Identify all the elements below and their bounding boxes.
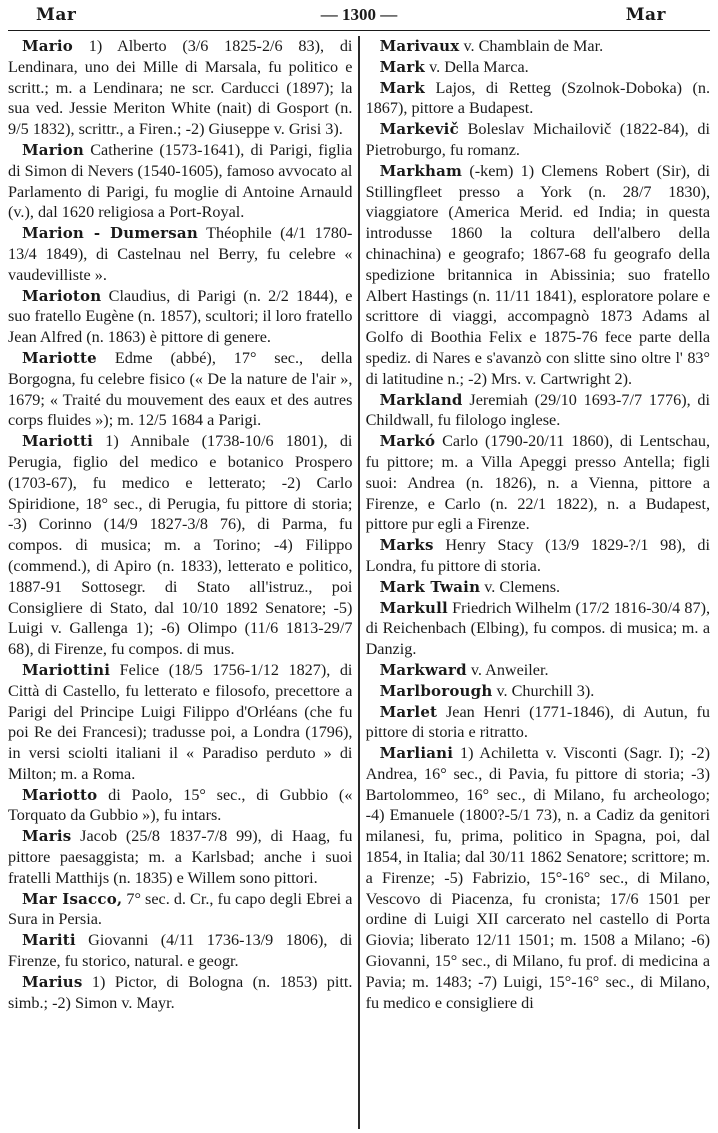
entry-headword: Marliani [379,744,454,763]
entry-text: 1) Pictor, di Bologna (n. 1853) pitt. simb.; -2) Simon v. Mayr. [8,972,353,1012]
entry-headword: Mar Isacco, [22,889,123,908]
entry-headword: Mark Twain [379,577,481,596]
entry-text: v. Churchill 3). [492,681,595,700]
entry-headword: Marlborough [379,681,493,700]
text-columns [8,36,710,1129]
entry-text: v. Della Marca. [425,57,529,76]
entry-text: Jeremiah (29/10 1693-7/7 1776), di Childwall, fu filologo inglese. [365,390,711,430]
entry-text: 1) Alberto (3/6 1825-2/6 83), di Lendinara, uno dei Mille di Marsala, fu politico e scritt.; m. a Lendinara; ne scr. Carducci (1897); la sua ved. Jessie Meriton White (nait) di Gosport (n. 9/5 1832), scrittr., a Firen.; -2) Giuseppe v. Grisi 3). [8,37,353,139]
dictionary-entry [366,161,710,390]
dictionary-entry [366,702,710,744]
entry-text: Carlo (1790-20/11 1860), di Lentschau, fu pittore; m. a Villa Apeggi presso Antella; figli suoi: Andrea (n. 1826), n. a Vienna, pittore a Firenze, e Carlo (n. 22/1 1822), n. a Budapest, pittore pur egli a Firenze. [365,432,711,534]
dictionary-entry [366,598,710,660]
entry-headword: Marks [379,536,434,555]
dictionary-entry [366,743,710,1013]
entry-headword: Mario [22,37,73,55]
running-header [8,0,710,31]
entry-text: Edme (abbé), 17° sec., della Borgogna, fu celebre fisico (« De la nature de l'air », 1679; « Traité du mouvement des eaux et des autres corps fluides »); m. 12/5 1684 a Parigi. [8,348,353,430]
entry-headword: Mariottini [22,660,111,679]
dictionary-entry [366,36,710,57]
dictionary-entry [366,535,710,577]
entry-headword: Marlet [379,702,438,721]
dictionary-entry [366,390,710,432]
entry-text: 1) Achiletta v. Visconti (Sagr. I); -2) Andrea, 16° sec., di Pavia, fu pittore di storia; -3) Bartolommeo, 16° sec., di Milano, fu archeologo; -4) Emanuele (1800?-5/1 73), n. a Cadiz da genitori milanesi, fu, prima, politico in Spagna, poi, dal 1854, in Italia; dal 30/11 1862 Senatore; scrittore; m. a Firenze; -5) Fabrizio, 15°-16° sec., di Milano, Vescovo di Piacenza, fu cronista; 17/6 1501 per ordine di Luigi XII carcerato nel castello di Porta Giovia; liberato 12/11 1501; m. 1508 a Milano; -6) Giovanni, 15° sec., di Milano, fu prof. di medicina a Pavia; m. 1483; -7) Luigi, 15°-16° sec., di Milano, fu medico e consigliere di [365,744,711,1012]
entry-headword: Markull [379,598,448,617]
dictionary-entry [366,577,710,598]
entry-text: 7° sec. d. Cr., fu capo degli Ebrei a Sura in Persia. [8,889,353,929]
entry-text: Théophile (4/1 1780-13/4 1849), di Castelnau nel Berry, fu celebre « vaudevilliste ». [8,224,353,284]
entry-text: di Paolo, 15° sec., di Gubbio (« Torquato da Gubbio »), fu intars. [8,785,353,825]
entry-headword: Mariotto [22,785,98,804]
entry-text: Friedrich Wilhelm (17/2 1816-30/4 87), di Reichenbach (Elbing), fu compos. di musica; m. a Danzig. [365,598,711,659]
entry-text: v. Anweiler. [466,660,549,679]
dictionary-entry [8,826,352,888]
entry-headword: Marivaux [379,37,460,55]
dictionary-entry [8,36,352,140]
dictionary-entry [8,223,352,285]
entry-text: (-kem) 1) Clemens Robert (Sir), di Stillingfleet presso a York (n. 28/7 1830), viaggiatore (America Merid. ed India; in questa introdusse 1860 la coltura dell'albero della chinachina) e geografo; 1867-68 fu geografo della spedizione britannica in Abissinia; suo fratello Albert Hastings (n. 11/11 1841), esploratore polare e scrittore di viaggi, accompagnò 1873 Adams al Golfo di Boothia Felix e 1875-76 fece parte della spediz. di Nares e s'avanzò con slitte sino oltre l' 83° di latitudine n.; -2) Mrs. v. Cartwright 2). [365,161,711,388]
dictionary-entry [8,889,352,931]
dictionary-entry [366,431,710,535]
page-number: — 1300 — [320,5,398,24]
entry-headword: Markham [379,161,463,180]
dictionary-entry [8,348,352,431]
dictionary-entry [366,57,710,78]
right-column [366,36,710,1129]
column-divider [358,36,359,1129]
entry-text: Lajos, di Retteg (Szolnok-Doboka) (n. 1867), pittore a Budapest. [365,78,711,118]
dictionary-entry [366,681,710,702]
entry-headword: Marion [22,140,85,159]
entry-text: v. Chamblain de Mar. [459,37,604,55]
entry-text: Felice (18/5 1756-1/12 1827), di Città di Castello, fu letterato e filosofo, precettore a Parigi del Principe Luigi Filippo d'Orléans (che fu poi Re dei Francesi); tradusse poi, a Londra (1796), in versi sciolti italiani il « Paradiso perduto » di Milton; m. a Roma. [8,660,353,783]
header-right-guideword: Mar [625,5,666,25]
entry-text: Henry Stacy (13/9 1829-?/1 98), di Londra, fu pittore di storia. [365,536,711,575]
entry-text: 1) Annibale (1738-10/6 1801), di Perugia, figlio del medico e botanico Prospero (1703-67), fu medico e letterato; -2) Carlo Spiridione, 18° sec., di Perugia, fu pittore di storia; -3) Corinno (14/9 1827-3/8 76), di Parma, fu compos. di musica; m. a Torino; -4) Filippo (commend.), di Apiro (n. 1833), letterato e politico, 1887-91 Sottosegr. di Stato all'istruz., poi Consigliere di Stato, dal 10/10 1892 Senatore; -5) Luigi v. Gallenga 1); -6) Olimpo (11/6 1813-29/7 68), di Firenze, fu compos. di mus. [8,432,353,659]
entry-text: v. Clemens. [480,577,561,596]
entry-headword: Mariti [22,931,76,950]
left-column [8,36,352,1129]
entry-headword: Mariotte [22,348,97,367]
entry-headword: Mariotti [22,432,94,451]
entry-text: Giovanni (4/11 1736-13/9 1806), di Firenze, fu storico, natural. e geogr. [8,931,353,971]
dictionary-entry [8,140,352,223]
entry-headword: Markevič [379,120,459,139]
entry-headword: Marion - Dumersan [22,224,198,243]
entry-headword: Markó [379,432,436,451]
dictionary-entry [8,930,352,972]
dictionary-entry [366,119,710,161]
entry-headword: Mark [379,78,426,97]
dictionary-entry [8,972,352,1014]
entry-text: Claudius, di Parigi (n. 2/2 1844), e suo fratello Eugène (n. 1857), scultori; il loro fratello Jean Alfred (n. 1863) è pittore di genere. [8,286,353,347]
dictionary-entry [8,785,352,827]
entry-text: Boleslav Michailovič (1822-84), di Pietroburgo, fu romanz. [365,120,711,159]
entry-text: Catherine (1573-1641), di Parigi, figlia di Simon di Nevers (1540-1605), famoso avvocato al Parlamento di Parigi, fu moglie di Antoine Arnauld (v.), dal 1620 religiosa a Port-Royal. [8,140,353,222]
entry-headword: Markland [379,390,463,409]
entry-headword: Maris [22,827,72,846]
dictionary-entry [366,78,710,120]
dictionary-entry [8,660,352,785]
entry-headword: Mark [379,57,426,76]
entry-headword: Marius [22,972,83,991]
dictionary-entry [8,286,352,348]
dictionary-entry [8,431,352,660]
entry-headword: Marioton [22,286,102,305]
header-left-guideword: Mar [36,5,77,25]
dictionary-entry [366,660,710,681]
entry-text: Jacob (25/8 1837-7/8 99), di Haag, fu pittore paesaggista; m. a Karlsbad; anche i suoi fratelli Matthijs (n. 1835) e Willem sono pittori. [8,827,353,887]
entry-text: Jean Henri (1771-1846), di Autun, fu pittore di storia e ritratto. [365,702,711,742]
entry-headword: Markward [379,660,467,679]
